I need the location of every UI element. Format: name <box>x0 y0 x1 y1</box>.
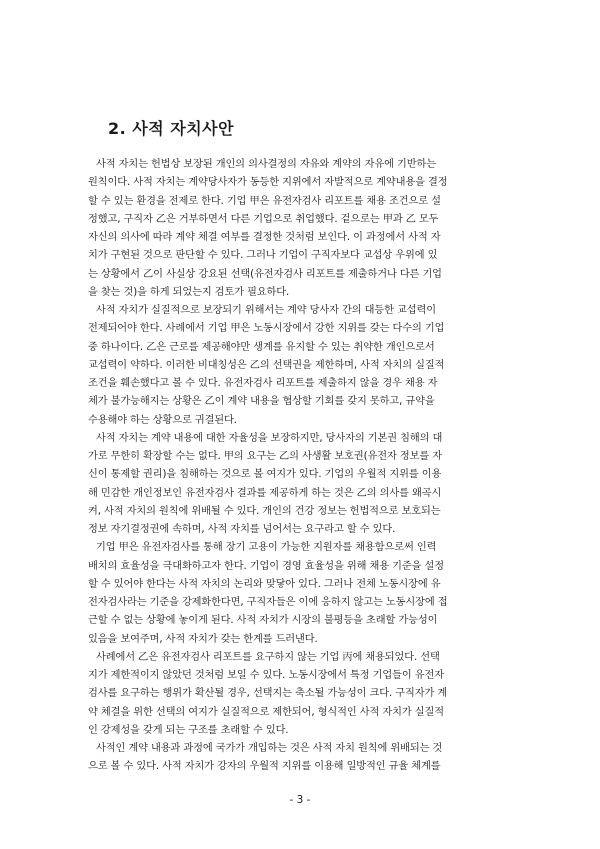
text-line: 검사를 요구하는 행위가 확산될 경우, 선택지는 축소될 가능성이 크다. 구직자가 계 <box>88 688 448 700</box>
text-line: 지가 제한적이지 않았던 것처럼 보일 수 있다. 노동시장에서 특정 기업들이 유전자 <box>88 670 444 681</box>
text-line: 중 하나이다. 乙은 근로를 제공해야만 생계를 유지할 수 있는 취약한 개인으로서 <box>88 341 435 353</box>
text-line: 신이 통제할 권리)을 침해하는 것으로 볼 여지가 있다. 기업의 우월적 지위를 이용 <box>88 469 442 481</box>
text-line: 사적인 계약 내용과 과정에 국가가 개입하는 것은 사적 자치 원칙에 위배되는 것 <box>96 743 443 754</box>
text-line: 치가 구현된 것으로 판단할 수 있다. 그러나 기업이 구직자보다 교섭상 우위에 있 <box>88 250 438 262</box>
text-line: 가로 무한히 확장할 수는 없다. 甲의 요구는 乙의 사생활 보호권(유전자 정보를 자 <box>88 451 442 462</box>
text-line: 켜, 사적 자치의 원칙에 위배될 수 있다. 개인의 건강 정보는 헌법적으로 보호되는 <box>88 505 441 517</box>
text-line: 있음을 보여주며, 사적 자치가 갖는 한계를 드러낸다. <box>88 633 318 645</box>
text-line: 사례에서 乙은 유전자검사 리포트를 요구하지 않는 기업 丙에 채용되었다. 선택 <box>96 651 440 663</box>
text-line: 사적 자치는 계약 내용에 대한 자율성을 보장하지만, 당사자의 기본권 침해의 대 <box>96 432 443 444</box>
page-number: - 3 - <box>289 794 311 806</box>
text-line: 교섭력이 약하다. 이러한 비대칭성은 乙의 선택권을 제한하며, 사적 자치의 실질적 <box>88 359 445 371</box>
section-title: 2. 사적 자치사안 <box>108 119 235 138</box>
text-line: 인 강제성을 갖게 되는 구조를 초래할 수 있다. <box>88 724 289 736</box>
text-line: 조건을 훼손했다고 볼 수 있다. 유전자검사 리포트를 제출하지 않을 경우 채용 자 <box>88 378 438 389</box>
text-line: 원칙이다. 사적 자치는 계약당사자가 동등한 지위에서 자발적으로 계약내용을 결정 <box>88 177 448 189</box>
text-line: 자신의 의사에 따라 계약 체결 여부를 결정한 것처럼 보인다. 이 과정에서 사적 자 <box>88 232 441 243</box>
text-line: 정보 자기결정권에 속하며, 사적 자치를 넘어서는 요구라고 할 수 있다. <box>88 524 396 535</box>
text-line: 정했고, 구직자 乙은 거부하면서 다른 기업으로 취업했다. 겉으로는 甲과 乙 모두 <box>88 213 439 225</box>
text-line: 수용해야 하는 상황으로 귀결된다. <box>88 414 237 426</box>
text-line: 사적 자치는 헌법상 보장된 개인의 의사결정의 자유와 계약의 자유에 기반하는 <box>96 159 436 170</box>
text-line: 으로 볼 수 있다. 사적 자치가 강자의 우월적 지위를 이용해 일방적인 규율 체계를 <box>88 761 441 773</box>
text-line: 체가 불가능해지는 상황은 乙이 계약 내용을 협상할 기회를 갖지 못하고, 규약을 <box>88 396 435 408</box>
body-text <box>88 156 518 777</box>
text-line: 을 찾는 것)을 하게 되었는지 검토가 필요하다. <box>88 286 290 298</box>
text-line: 는 상황에서 乙이 사실상 강요된 선택(유전자검사 리포트를 제출하거나 다른 기업 <box>88 268 442 280</box>
text-line: 약 체결을 위한 선택의 여지가 실질적으로 제한되어, 형식적인 사적 자치가 실질적 <box>88 706 444 718</box>
text-line: 해 민감한 개인정보인 유전자검사 결과를 제공하게 하는 것은 乙의 의사를 왜곡시 <box>88 487 442 499</box>
text-line: 근할 수 없는 상황에 놓이게 된다. 사적 자치가 시장의 불평등을 초래할 가능성이 <box>88 615 438 627</box>
text-line: 배치의 효율성을 극대화하고자 한다. 기업이 경영 효율성을 위해 채용 기준을 설정 <box>88 560 444 572</box>
text-line: 할 수 있어야 한다는 사적 자치의 논리와 맞닿아 있다. 그러나 전체 노동시장에 유 <box>88 578 441 590</box>
text-line: 사적 자치가 실질적으로 보장되기 위해서는 계약 당사자 간의 대등한 교섭력이 <box>96 305 436 316</box>
text-line: 전자검사라는 기준을 강제화한다면, 구직자들은 이에 응하지 않고는 노동시장에 접 <box>88 597 448 608</box>
text-line: 할 수 있는 환경을 전제로 한다. 기업 甲은 유전자검사 리포트를 채용 조건으로 설 <box>88 195 441 207</box>
text-line: 전제되어야 한다. 사례에서 기업 甲은 노동시장에서 강한 지위를 갖는 다수의 기업 <box>88 323 445 335</box>
text-line: 기업 甲은 유전자검사를 통해 장기 고용이 가능한 지원자를 채용함으로써 인력 <box>96 542 437 554</box>
